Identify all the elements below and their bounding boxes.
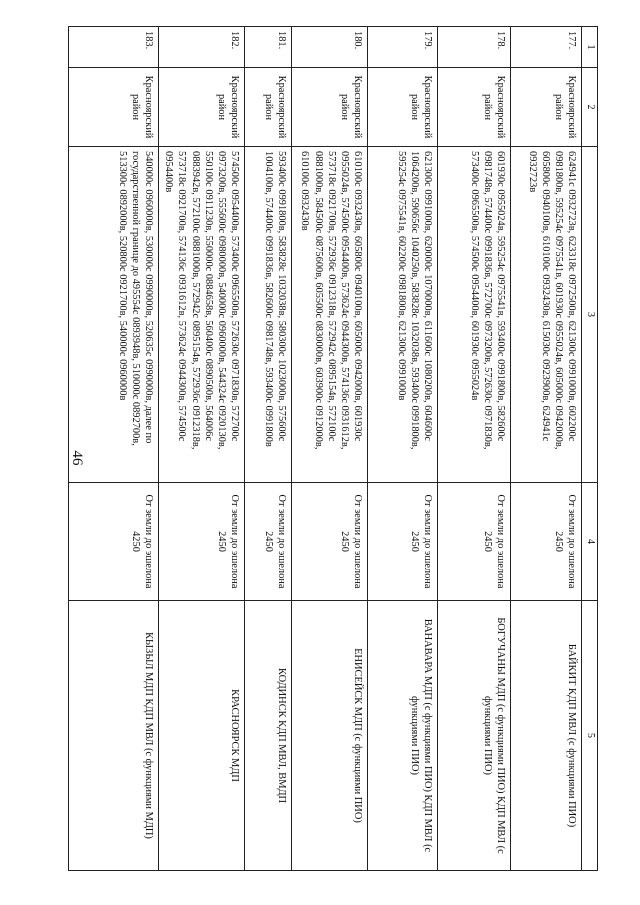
table-row xyxy=(159,27,245,871)
unit-cell: ЕНИСЕЙСК МДП (с функциями ПИО) xyxy=(292,601,368,871)
unit-cell: КРАСНОЯРСК МДП xyxy=(159,601,245,871)
table-row xyxy=(368,27,438,871)
coordinates-cell: 540000с 0960000в, 530000с 0990000в, 520635с 0990000в, далее по государственной границе до 495554с 0893948в, 510000с 0892700в, 513300с 0892000в, 520800с 0921700в, 540000с 0960000в xyxy=(69,147,159,483)
row-number: 179. xyxy=(368,27,438,68)
row-number: 177. xyxy=(511,27,582,68)
coordinates-cell: 593400с 0991800в, 583828с 1032038в, 580300с 1023000в, 575600с 1004100в, 574400с 0991836в, 582600с 0981748в, 593400с 0991800в xyxy=(245,147,292,483)
column-number: 2 xyxy=(582,68,598,147)
district-cell: Красноярский район xyxy=(292,68,368,147)
coordinates-cell: 621300с 0991000в, 620000с 1070000в, 611600с 1080200в, 604600с 1064200в, 590656с 1040250в, 583828с 1032038в, 593400с 0991800в, 595254с 0975541в, 602200с 0981800в, 621300с 0991000в xyxy=(368,147,438,483)
row-number: 183. xyxy=(69,27,159,68)
unit-cell: КОДИНСК КДП МВЛ, ВМДП xyxy=(245,601,292,871)
coordinates-cell: 574500с 0954400в, 573400с 0965500в, 572630с 0971830в, 572700с 0973200в, 555600с 0980000в, 540000с 0960000в, 544324с 0920130в, 550100с 0911230в, 550000с 0884658в, 560400с 0890500в, 564006с 0883942в, 572100с 0881000в, 572942с 0895154в, 572936с 0912318в, 573718с 0921700в, 574136с 0931612в, 573624с 0944300в, 574500с 0954400в xyxy=(159,147,245,483)
airspace-table xyxy=(68,26,598,871)
column-number: 5 xyxy=(582,601,598,871)
altitude-cell: От земли до эшелона 2450 xyxy=(292,483,368,601)
unit-cell: БАЙКИТ КДП МВЛ (с функциями ПИО) xyxy=(511,601,582,871)
table-row xyxy=(69,27,159,871)
page-number: 46 xyxy=(69,450,85,466)
row-number: 182. xyxy=(159,27,245,68)
row-number: 178. xyxy=(438,27,511,68)
district-cell: Красноярский район xyxy=(511,68,582,147)
row-number: 181. xyxy=(245,27,292,68)
altitude-cell: От земли до эшелона 2450 xyxy=(368,483,438,601)
table-row xyxy=(438,27,511,871)
row-number: 180. xyxy=(292,27,368,68)
altitude-cell: От земли до эшелона 2450 xyxy=(511,483,582,601)
column-number: 4 xyxy=(582,483,598,601)
district-cell: Красноярский район xyxy=(368,68,438,147)
district-cell: Красноярский район xyxy=(245,68,292,147)
column-number: 1 xyxy=(582,27,598,68)
altitude-cell: От земли до эшелона 2450 xyxy=(438,483,511,601)
table-row xyxy=(292,27,368,871)
district-cell: Красноярский район xyxy=(438,68,511,147)
coordinates-cell: 624941с 0932723в, 623318с 0972500в, 621300с 0991000в, 602200с 0981800в, 595254с 0975541в, 601930с 0955024в, 605000с 0942000в, 605800с 0940100в, 610100с 0932430в, 615030с 0923900в, 624941с 0932723в xyxy=(511,147,582,483)
rotated-page xyxy=(70,26,598,870)
table-row xyxy=(245,27,292,871)
coordinates-cell: 610100с 0932430в, 605800с 0940100в, 605000с 0942000в, 601930с 0955024в, 574500с 0954400в, 573624с 0944300в, 574136с 0931612в, 573718с 0921700в, 572936с 0912318в, 572942с 0895154в, 572100с 0881000в, 584500с 0875600в, 605500с 0830000в, 603900с 0912000в, 610100с 0932430в xyxy=(292,147,368,483)
district-cell: Красноярский район xyxy=(159,68,245,147)
unit-cell: КЫЗЫЛ МДП КДП МВЛ (с функциями МДП) xyxy=(69,601,159,871)
altitude-cell: От земли до эшелона 2450 xyxy=(159,483,245,601)
unit-cell: ВАНАВАРА МДП (с функциями ПИО) КДП МВЛ (с функциями ПИО) xyxy=(368,601,438,871)
unit-cell: БОГУЧАНЫ МДП (с функциями ПИО) КДП МВЛ (с функциями ПИО) xyxy=(438,601,511,871)
table-row xyxy=(511,27,582,871)
column-number-row xyxy=(582,27,598,871)
coordinates-cell: 601930с 0955024в, 595254с 0975541в, 593400с 0991800в, 582600с 0981748в, 574400с 0991836в, 572700с 0973200в, 572630с 0971830в, 573400с 0965500в, 574500с 0954400в, 601930с 0955024в xyxy=(438,147,511,483)
district-cell: Красноярский район xyxy=(69,68,159,147)
column-number: 3 xyxy=(582,147,598,483)
altitude-cell: От земли до эшелона 4250 xyxy=(69,483,159,601)
altitude-cell: От земли до эшелона 2450 xyxy=(245,483,292,601)
